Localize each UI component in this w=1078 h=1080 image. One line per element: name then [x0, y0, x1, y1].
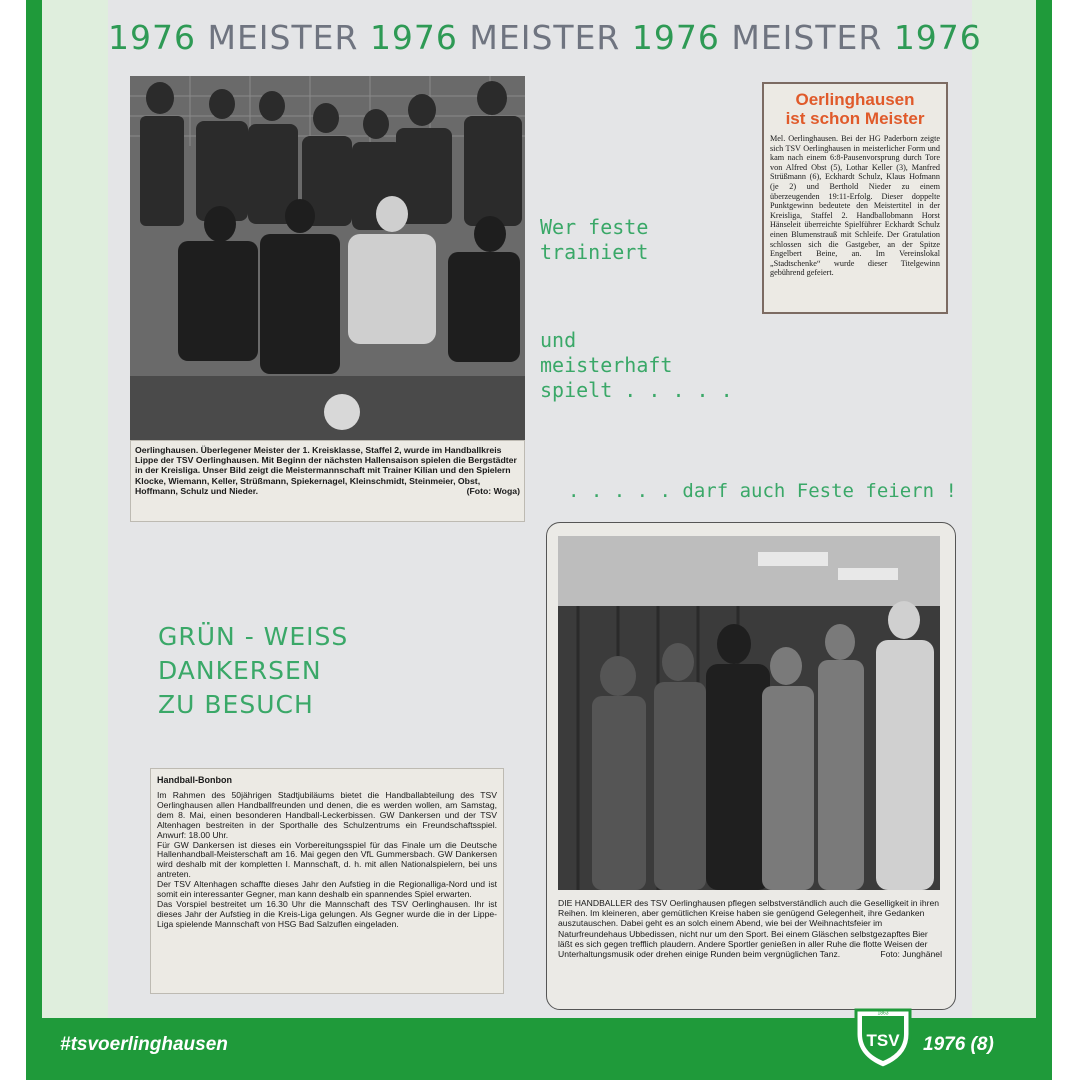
meister-news-clipping	[762, 82, 948, 314]
hand-line: Wer feste	[540, 215, 649, 239]
handwriting-celebrate: . . . . . darf auch Feste feiern !	[568, 480, 957, 502]
bonbon-paragraph: Das Vorspiel bestreitet um 16.30 Uhr die Mannschaft des TSV Oerlinghausen. Ihr ist dieses Jahr der Aufstieg in die Kreis-Liga gelungen. Als Gegner wurde die in der Lippe-Liga spielende Mannschaft von HSG Bad Salzuflen eingeladen.	[157, 898, 497, 929]
footer-page-label: 1976 (8)	[923, 1034, 994, 1055]
handwriting-training	[540, 215, 648, 265]
banner-year: 1976	[369, 18, 458, 57]
hand-line: und	[540, 328, 577, 352]
hand-line: DANKERSEN	[158, 656, 322, 685]
team-photo	[130, 76, 525, 440]
bonbon-title: Handball-Bonbon	[157, 775, 232, 785]
news-headline-line2: ist schon Meister	[785, 109, 925, 128]
news-body: Mel. Oerlinghausen. Bei der HG Paderborn zeigte sich TSV Oerlinghausen in meisterlicher Form und kam nach einem 6:8-Pausenvorsprung durch Tore von Alfred Obst (5), Lothar Keller (3), Manfred Strüßmann (6), Eckhardt Schulz, Klaus Hofmann (je 2) und Berthold Nieder zu einem überzeugenden 19:11-Erfolg. Dieser doppelte Punktgewinn bedeutete den Meistertitel in der Kreisliga, Staffel 2. Handballobmann Horst Hänseleit überreichte Spielführer Eckhardt Schulz einen Blumenstrauß mit Schleife. Der Gratulation schlossen sich die Gastgeber, an der Spitze Engelbert Beine, an. Im Vereinslokal „Stadtschenke“ wurde dieser Titelgewinn gebührend gefeiert.	[770, 134, 940, 278]
hand-line: trainiert	[540, 240, 649, 264]
bonbon-paragraph: Der TSV Altenhagen schaffte dieses Jahr den Aufstieg in die Regionalliga-Nord und ist somit ein interessanter Gegner, man kann deshalb ein spannendes Spiel erwarten.	[157, 879, 497, 900]
handball-bonbon-clipping	[150, 768, 504, 994]
team-photo-caption	[130, 440, 525, 522]
logo-text: TSV	[866, 1031, 900, 1050]
banner-year: 1976	[893, 18, 982, 57]
party-photo-illustration	[558, 536, 940, 890]
hand-line: GRÜN - WEISS	[158, 622, 349, 651]
party-caption-text: DIE HANDBALLER des TSV Oerlinghausen pflegen selbstverständlich auch die Geselligkeit in ihren Reihen. Im kleineren, aber gemütlichen Kreise haben sie genügend Gelegenheit, ihre Gedanken auszutauschen. Dabei geht es an solch einem Abend, wie bei der Weihnachtsfeier im Naturfreundehaus Ubbedissen, nicht nur um den Sport. Bei einem Gläschen selbstgezapftes Bier läßt es sich gegen trefflich plaudern. Andere Sportler genießen in aller Ruhe die flotte Weisen der Unterhaltungsmusik oder drehen einige Runden beim vergnüglichen Tanz.	[558, 898, 940, 960]
logo-year: 1863	[877, 1010, 889, 1017]
hand-line: ZU BESUCH	[158, 690, 314, 719]
tsv-crest-icon	[850, 1004, 916, 1070]
handwriting-visit	[158, 620, 348, 722]
banner-word: MEISTER	[469, 18, 621, 57]
bonbon-paragraph: Für GW Dankersen ist dieses ein Vorbereitungsspiel für das Finale um die Deutsche Hallenhandball-Meisterschaft am 16. Mai gegen den VfL Gummersbach. GW Dankersen wird deshalb mit der kompletten I. Mannschaft, d. h. mit allen Nationalspielern, bei uns antreten.	[157, 839, 497, 880]
banner-year: 1976	[108, 18, 196, 57]
tsv-logo	[850, 1004, 916, 1070]
news-headline	[770, 90, 940, 128]
meister-banner	[108, 18, 982, 62]
team-photo-illustration	[130, 76, 525, 440]
party-photo-credit: Foto: Junghänel	[880, 949, 942, 960]
banner-word: MEISTER	[731, 18, 883, 57]
team-photo-credit: (Foto: Woga)	[466, 485, 520, 496]
footer-hashtag: #tsvoerlinghausen	[60, 1034, 228, 1055]
bonbon-paragraph: Im Rahmen des 50jährigen Stadtjubiläums bietet die Handballabteilung des TSV Oerlinghausen allen Handballfreunden und denen, die es werden wollen, am Samstag, dem 8. Mai, einen besonderen Handball-Leckerbissen. GW Dankersen und der TSV Altenhagen bestreiten in der Sporthalle des Schulzentrums ein Freundschaftsspiel. Anwurf: 18.00 Uhr.	[157, 790, 497, 840]
party-photo-caption	[554, 894, 946, 998]
banner-year: 1976	[631, 18, 720, 57]
hand-line: spielt . . . . .	[540, 378, 733, 402]
banner-word: MEISTER	[207, 18, 359, 57]
team-caption-text: Oerlinghausen. Überlegener Meister der 1. Kreisklasse, Staffel 2, wurde im Handballkreis Lippe der TSV Oerlinghausen. Mit Beginn der nächsten Hallensaison spielen die Bergstädter in der Kreisliga. Unser Bild zeigt die Meistermannschaft mit Trainer Kilian und den Spielern Klocke, Wiemann, Keller, Strüßmann, Spiekernagel, Kleinschmidt, Steinmeier, Obst, Hoffmann, Schulz und Nieder.	[135, 445, 517, 496]
party-photo	[558, 536, 940, 890]
news-headline-line1: Oerlinghausen	[795, 90, 915, 109]
hand-line: meisterhaft	[540, 353, 673, 377]
handwriting-playing	[540, 328, 733, 403]
